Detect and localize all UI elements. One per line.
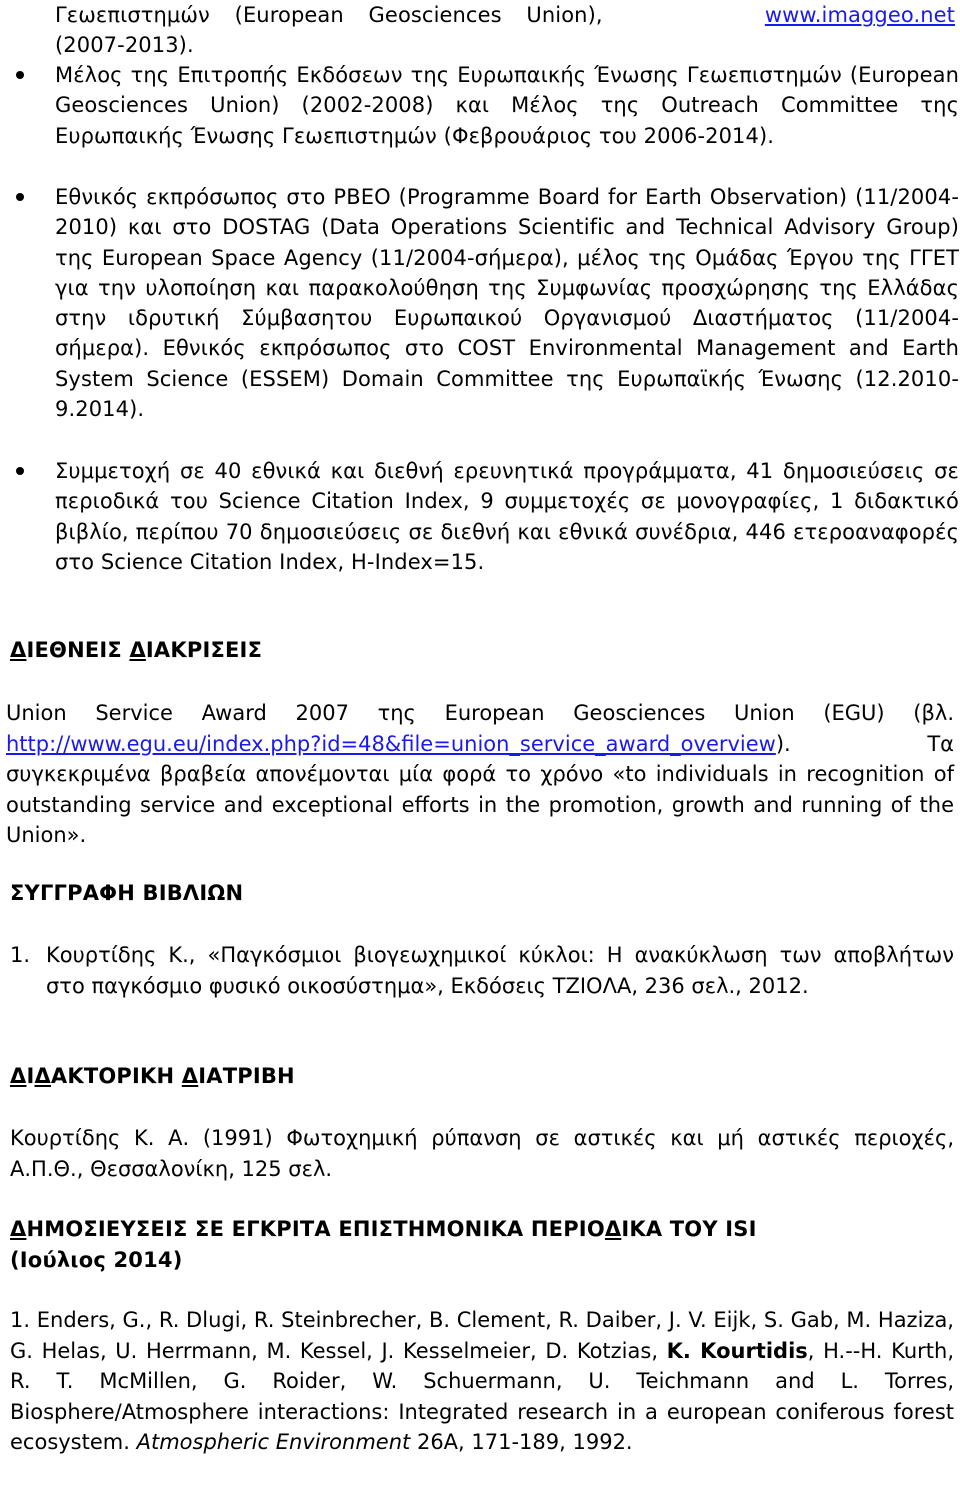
book-list-item	[10, 940, 954, 1001]
heading-part: ΑΚΤΟΡΙΚΗ	[50, 1064, 182, 1088]
publication-author-highlight: K. Kourtidis	[666, 1338, 808, 1363]
heading-part: Ι	[26, 1064, 35, 1088]
section-heading-thesis	[10, 1064, 295, 1088]
awards-paragraph	[6, 698, 954, 851]
bullet-dot	[16, 71, 24, 79]
bullet-text: Εθνικός εκπρόσωπος στο PBEO (Programme Board for Earth Observation) (11/2004-2010) και στο DOSTAG (Data Operations Scientific and Technical Advisory Group) της European Space Agency (11/2004-σήμερα), μέλος της Ομάδας Έργου της ΓΓΕΤ για την υλοποίηση και παρακολούθηση της Συμφωνίας προσχώρησης της Ελλάδας στην ιδρυτική Σύμβασητου Ευρωπαικού Οργανισμού Διαστήματος (11/2004-σήμερα). Εθνικός εκπρόσωπος στο COST Environmental Management and Earth System Science (ESSEM) Domain Committee της Ευρωπαϊκής Ένωσης (12.2010-9.2014).	[55, 185, 959, 422]
list-number: 1.	[10, 1308, 31, 1332]
section-heading-publications	[10, 1214, 757, 1276]
heading-part: Δ	[129, 638, 146, 662]
publication-authors: Enders, G., R. Dlugi, R. Steinbrecher, B. Clement, R. Daiber, J. V. Eijk, S. Gab, M. Haziza, G. Helas, U. Herrmann, M. Kessel, J. Kesselmeier, D. Kotzias,	[10, 1308, 954, 1363]
continued-bullet-text	[55, 0, 955, 61]
bullet-dot	[16, 467, 24, 475]
heading-part: Δ	[604, 1217, 622, 1241]
list-number: 1.	[10, 943, 31, 967]
heading-part: ΙΑΤΡΙΒΗ	[198, 1064, 295, 1088]
publication-volume: 26A, 171-189, 1992.	[416, 1430, 633, 1454]
heading-part: ΙΚΑ ΤΟΥ ISI	[621, 1217, 757, 1241]
publication-journal: Atmospheric Environment	[136, 1430, 411, 1454]
awards-text-after-link: ). Τα συγκεκριμένα βραβεία απονέμονται μία φορά το χρόνο «to individuals in recognition of outstanding service and exceptional efforts in the promotion, growth and running of the Union».	[6, 731, 954, 847]
section-heading-awards	[10, 638, 262, 662]
publication-authors-rest: , H.--H. Kurth, R. T. McMillen, G. Roider, W. Schuermann, U. Teichmann and L. Torres, Biosphere/Atmosphere interactions: Integrated research in a european coniferous forest ecosystem.	[10, 1338, 954, 1454]
awards-text-before-link: Union Service Award 2007 της European Geosciences Union (EGU) (βλ.	[6, 701, 954, 725]
heading-part: ΙΕΘΝΕΙΣ	[26, 638, 130, 662]
section-heading-books: ΣΥΓΓΡΑΦΗ ΒΙΒΛΙΩΝ	[10, 881, 244, 905]
publication-item	[10, 1305, 954, 1458]
heading-part: Δ	[10, 638, 27, 662]
heading-part: ΙΑΚΡΙΣΕΙΣ	[145, 638, 263, 662]
thesis-paragraph: Κουρτίδης Κ. Α. (1991) Φωτοχημική ρύπανση σε αστικές και μή αστικές περιοχές, Α.Π.Θ., Θεσσαλονίκη, 125 σελ.	[10, 1126, 954, 1181]
bullet-text: Μέλος της Επιτροπής Εκδόσεων της Ευρωπαικής Ένωσης Γεωεπιστημών (European Geosciences Union) (2002-2008) και Μέλος της Outreach Committee της Ευρωπαικής Ένωσης Γεωεπιστημών (Φεβρουάριος του 2006-2014).	[55, 63, 959, 148]
bullet-dot	[16, 193, 24, 201]
heading-part: Δ	[181, 1064, 199, 1088]
heading-part: Δ	[10, 1217, 27, 1241]
continued-text-line2: (2007-2013).	[55, 33, 194, 58]
bullet-text: Συμμετοχή σε 40 εθνικά και διεθνή ερευνητικά προγράμματα, 41 δημοσιεύσεις σε περιοδικά του Science Citation Index, 9 συμμετοχές σε μονογραφίες, 1 διδακτικό βιβλίο, περίπου 70 δημοσιεύσεις σε διεθνή και εθνικά συνέδρια, 446 ετεροαναφορές στο Science Citation Index, H-Index=15.	[55, 459, 959, 574]
imaggeo-link[interactable]: www.imaggeo.net	[764, 3, 955, 27]
book-text: Κουρτίδης Κ., «Παγκόσμιοι βιογεωχημικοί κύκλοι: Η ανακύκλωση των αποβλήτων στο παγκόσμιο φυσικό οικοσύστημα», Εκδόσεις ΤΖΙΟΛΑ, 236 σελ., 2012.	[46, 943, 954, 998]
egu-award-link[interactable]: http://www.egu.eu/index.php?id=48&file=union_service_award_overview	[6, 731, 776, 756]
heading-part: Δ	[34, 1064, 51, 1088]
heading-part: Δ	[10, 1064, 27, 1088]
continued-text-line1: Γεωεπιστημών (European Geosciences Union),	[55, 3, 603, 27]
heading-part-line2: (Ιούλιος 2014)	[10, 1248, 183, 1272]
heading-part: ΗΜΟΣΙΕΥΣΕΙΣ ΣΕ ΕΓΚΡΙΤΑ ΕΠΙΣΤΗΜΟΝΙΚΑ ΠΕΡΙΟ	[26, 1217, 605, 1241]
